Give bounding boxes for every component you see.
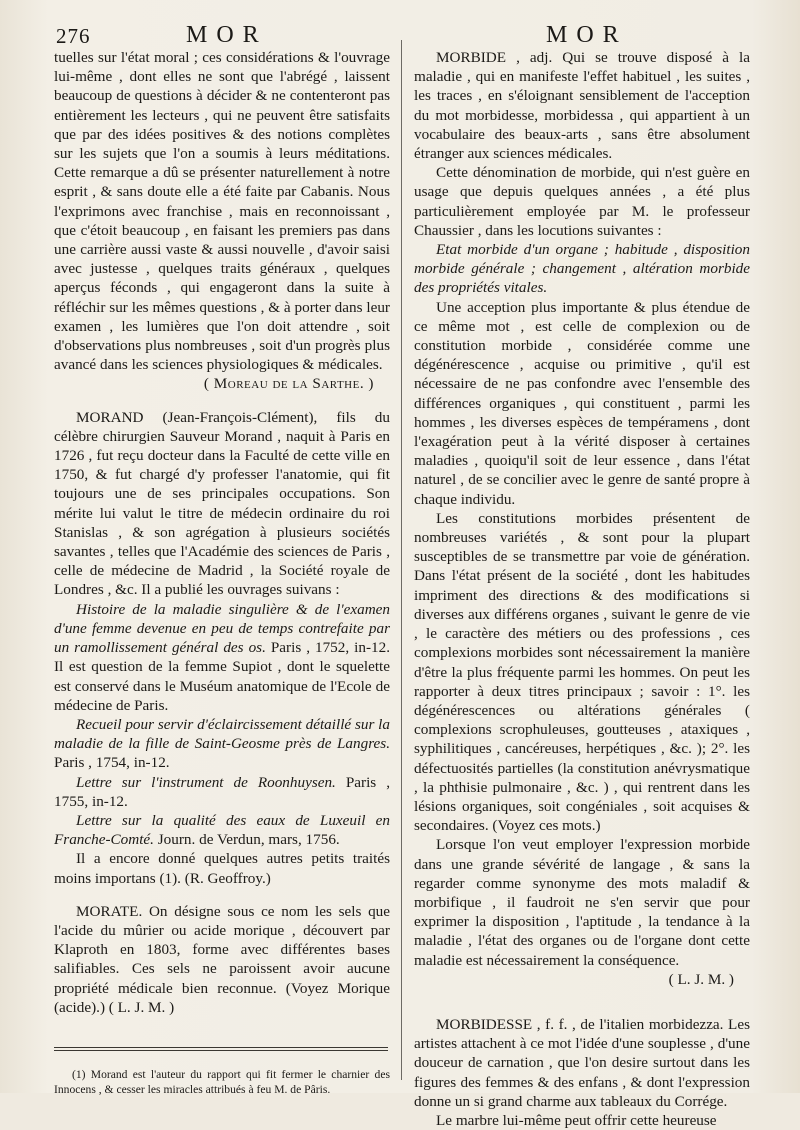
entry-morbide: MORBIDE , adj. Qui se trouve disposé à la maladie , qui en manifeste l'effet habituel , les suites , les traces , en s'éloignant sensiblement de l'acception du mot morbidesse, morbidessa , qui appartient à un vocabulaire des beaux-arts , sans être absolument étranger aux sciences médicales. [414, 49, 750, 163]
work-title: Lettre sur la qualité des eaux de Luxeuil en Franche-Comté. [54, 811, 390, 849]
work-title: Histoire de la maladie singulière & de l'examen d'une femme devenue en peu de temps contrefaite par un ramollissement général des os. [54, 600, 390, 657]
continued-paragraph: tuelles sur l'état moral ; ces considérations & l'ouvrage lui-même , dont elles ne sont que l'abrégé , laissent beaucoup de questions à décider & ne contenteront pas entièrement les lecteurs , qui ne peuvent être satisfaits que par des idées positives & des notions complètes sur les sujets que l'on a soumis à leurs méditations. Cette remarque a dû se présenter naturellement à notre esprit , & sans doute elle a été faite par Cabanis. Nous l'exprimons avec franchise , mais en reconnoissant , que c'étoit beaucoup , en faisant les premiers pas dans une carrière aussi vaste & aussi nouvelle , d'avoir saisi avec justesse , quelques traits généraux , quelques aperçus féconds , qui engageront dans la suite à réfléchir sur les mêmes questions , & à porter dans leur examen , les lumières que l'on doit attendre , soit d'observations plus nombreuses , soit d'un progrès plus avancé dans les sciences physiologiques & médicales. [54, 49, 390, 374]
page-number: 276 [56, 24, 91, 48]
work-title: Recueil pour servir d'éclaircissement détaillé sur la maladie de la fille de Saint-Geosme près de Langres. [54, 715, 390, 753]
left-column [54, 48, 390, 1097]
work-title: Lettre sur l'instrument de Roonhuysen. [76, 773, 336, 791]
morand-work-4: Lettre sur la qualité des eaux de Luxeuil en Franche-Comté. Journ. de Verdun, mars, 1756. [54, 811, 390, 849]
entry-morand: MORAND (Jean-François-Clément), fils du célèbre chirurgien Sauveur Morand , naquit à Paris en 1726 , fut reçu docteur dans la Faculté de cette ville en 1750, & fut chargé d'y professer l'anatomie, qui fit toujours une de ses principales occupations. Son mérite lui valut le titre de médecin ordinaire du roi Stanislas , & son agrégation à plusieurs sociétés savantes , telles que l'Académie des sciences de Paris , celle de médecine de Madrid , la Société royale de Londres , &c. Il a publié les ouvrages suivans : [54, 408, 390, 599]
entry-morbidesse: MORBIDESSE , f. f. , de l'italien morbidezza. Les artistes attachent à ce mot l'idée d'une souplesse , d'une douceur de carnation , que l'on desire surtout dans les figures des femmes & des enfans , & dont l'expression donne un si grand charme aux tableaux du Corrége. [414, 1015, 750, 1110]
column-divider [401, 40, 402, 1080]
morand-closing: Il a encore donné quelques autres petits traités moins importans (1). (R. Geoffroy.) [54, 850, 390, 887]
footnote-rule [54, 1047, 388, 1051]
morbide-locutions: Etat morbide d'un organe ; habitude , disposition morbide générale ; changement , altération morbide des propriétés vitales. [414, 241, 750, 297]
morand-work-2: Recueil pour servir d'éclaircissement détaillé sur la maladie de la fille de Saint-Geosme près de Langres. Paris , 1754, in-12. [54, 715, 390, 772]
morbide-paragraph-4: Une acception plus importante & plus étendue de ce même mot , est celle de complexion ou de constitution morbide , considérée comme une dégénérescence , acquise ou primitive , qu'il est nécessaire de ne pas confondre avec l'ensemble des différences organiques , qui constituent , parmi les hommes , les diverses espèces de tempéramens , dont l'exagération peut à la vérité disposer à certaines maladies , quoiqu'il soit de leur essence , dans l'état naturel , de se concilier avec le genre de santé propre à chaque individu. [414, 298, 750, 508]
morbide-paragraph-5: Les constitutions morbides présentent de nombreuses variétés , & sont pour la plupart susceptibles de se transmettre par voie de génération. Dans l'état présent de la société , dont les habitudes impriment des directions & des modifications si diverses aux différens organes , suivant le genre de vie , le caractère des métiers ou des professions , ces complexions morbides sont nécessairement la manière d'être la plus fréquente parmi les hommes. On peut les rapporter à deux titres principaux ; savoir : 1°. les dégénérescences ou altérations générales ( complexions scrophuleuses, goutteuses , ataxiques , syphilitiques , cancéreuses, herpétiques , &c. ); 2°. les défectuosités partielles (la constitution anévrysmatique , la phthisie pulmonaire , &c. ) , qui rentrent dans les lésions organiques, soit congéniales , soit acquises & secondaires. (Voyez ces mots.) [414, 509, 750, 835]
morbide-paragraph-6: Lorsque l'on veut employer l'expression morbide dans une grande sévérité de langage , & sans la regarder comme synonyme des mots maladif & morbifique , il faudroit ne s'en servir que pour exprimer la disposition , l'aptitude , la tendance à la maladie , l'état des organes ou de l'organe dont cette maladie est nécessairement la conséquence. [414, 836, 750, 969]
entry-morate: MORATE. On désigne sous ce nom les sels que l'acide du mûrier ou acide morique , découvert par Klaproth en 1803, forme avec différentes bases salifiables. Ces sels ne paroissent avoir aucune propriété médicale bien reconnue. (Voyez Morique (acide).) ( L. J. M. ) [54, 902, 390, 1016]
right-column [414, 48, 750, 1130]
author-signature: ( L. J. M. ) [668, 970, 734, 988]
morbide-paragraph-2: Cette dénomination de morbide, qui n'est guère en usage que depuis quelques années , a été plus particulièrement employée par M. le professeur Chaussier , dans les locutions suivantes : [414, 164, 750, 239]
left-running-head: MOR [186, 22, 268, 48]
right-running-head: MOR [546, 22, 628, 48]
morbidesse-continued: Le marbre lui-même peut offrir cette heureuse [436, 1111, 717, 1129]
author-signature: ( Moreau de la Sarthe. ) [203, 375, 374, 393]
morand-work-3: Lettre sur l'instrument de Roonhuysen. Paris , 1755, in-12. [54, 773, 390, 810]
footnote: (1) Morand est l'auteur du rapport qui fit fermer le charnier des Innocens , & cesser les miracles attribués à feu M. de Pâris. [54, 1067, 390, 1096]
morand-work-1: Histoire de la maladie singulière & de l'examen d'une femme devenue en peu de temps contrefaite par un ramollissement général des os. Paris , 1752, in-12. Il est question de la femme Supiot , dont le squelette est conservé dans le Muséum anatomique de l'Ecole de médecine de Paris. [54, 600, 391, 714]
